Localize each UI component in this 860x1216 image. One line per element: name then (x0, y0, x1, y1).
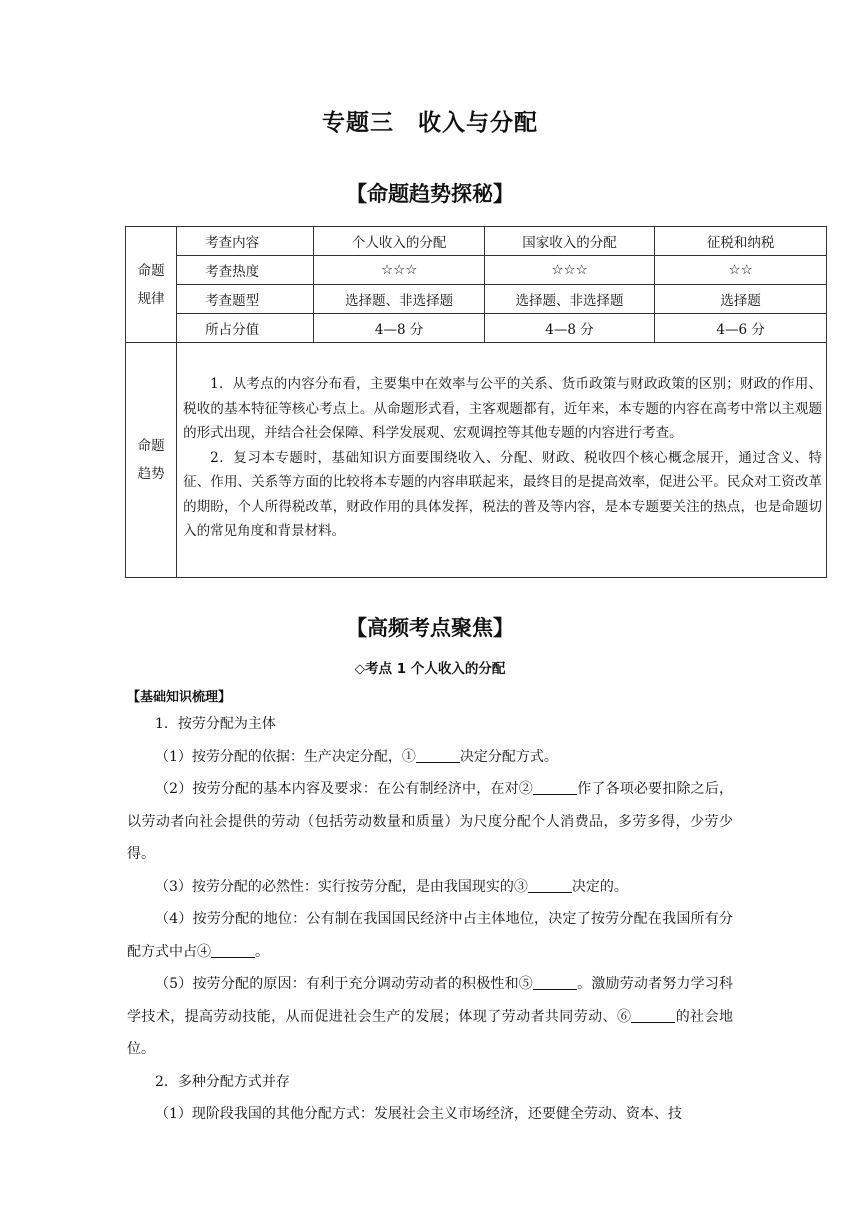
table-cell: 考查内容 (177, 227, 314, 256)
table-row (126, 314, 827, 343)
blank-5 (533, 975, 577, 990)
table-cell: 选择题 (655, 285, 827, 314)
knowledge-label: 【基础知识梳理】 (127, 690, 232, 705)
rule-label: 命题 规律 (126, 227, 177, 343)
page-title: 专题三 收入与分配 (322, 110, 538, 136)
table-cell: 选择题、非选择题 (484, 285, 654, 314)
trend-paragraph-2: 2．复习本专题时，基础知识方面要围绕收入、分配、财政、税收四个核心概念展开，通过含义、特征、作用、关系等方面的比较将本专题的内容串联起来，最终目的是提高效率，促进公平。民众对工资改革的期盼，个人所得税改革，财政作用的具体发挥，税法的普及等内容，是本专题要关注的热点，也是命题切入的常见角度和背景材料。 (183, 449, 822, 540)
table-cell: 考查题型 (177, 285, 314, 314)
table-cell: 4—8 分 (314, 314, 484, 343)
heading-1: 1．按劳分配为主体 (155, 716, 276, 732)
item-3: （3）按劳分配的必然性：实行按劳分配，是由我国现实的③ 决定的。 (155, 878, 628, 895)
blank-4 (211, 943, 255, 958)
heading-2: 2．多种分配方式并存 (155, 1073, 290, 1090)
focus-heading: 【高频考点聚焦】 (346, 616, 514, 640)
table-row (126, 343, 827, 578)
point-title: ◇考点 1 个人收入的分配 (354, 661, 506, 677)
blank-3 (528, 878, 572, 893)
trend-table (125, 226, 827, 578)
table-cell: 选择题、非选择题 (314, 285, 484, 314)
table-cell: 国家收入的分配 (484, 227, 654, 256)
table-cell: ☆☆ (655, 256, 827, 285)
table-cell: 考查热度 (177, 256, 314, 285)
table-row (126, 256, 827, 285)
item-1: （1）按劳分配的依据：生产决定分配，① 决定分配方式。 (155, 748, 558, 765)
table-cell: ☆☆☆ (314, 256, 484, 285)
table-cell: ☆☆☆ (484, 256, 654, 285)
item-4: （4）按劳分配的地位：公有制在我国国民经济中占主体地位，决定了按劳分配在我国所有分配方式中占④ 。 (127, 911, 733, 960)
table-cell: 4—8 分 (484, 314, 654, 343)
trend-paragraph-1: 1．从考点的内容分布看，主要集中在效率与公平的关系、货币政策与财政政策的区别；财政的作用、税收的基本特征等核心考点上。从命题形式看，主客观题都有，近年来，本专题的内容在高考中常以主观题的形式出现，并结合社会保障、科学发展观、宏观调控等其他专题的内容进行考查。 (183, 376, 822, 442)
blank-2 (533, 780, 577, 795)
trend-text-cell (177, 343, 827, 578)
table-row (126, 227, 827, 256)
blank-6 (631, 1008, 675, 1023)
item-5: （5）按劳分配的原因：有利于充分调动劳动者的积极性和⑤ 。激励劳动者努力学习科学技术，提高劳动技能，从而促进社会生产的发展；体现了劳动者共同劳动、⑥ 的社会地位。 (127, 976, 734, 1057)
item-2: （2）按劳分配的基本内容及要求：在公有制经济中，在对② 作了各项必要扣除之后，以劳动者向社会提供的劳动（包括劳动数量和质量）为尺度分配个人消费品，多劳多得，少劳少得。 (127, 781, 734, 862)
item-6: （1）现阶段我国的其他分配方式：发展社会主义市场经济，还要健全劳动、资本、技 (155, 1106, 682, 1122)
table-cell: 征税和纳税 (655, 227, 827, 256)
table-cell: 个人收入的分配 (314, 227, 484, 256)
table-cell: 所占分值 (177, 314, 314, 343)
table-cell: 4—6 分 (655, 314, 827, 343)
trend-heading: 【命题趋势探秘】 (346, 182, 514, 206)
table-row (126, 285, 827, 314)
trend-label: 命题 趋势 (126, 343, 177, 578)
blank-1 (416, 748, 460, 763)
knowledge-body (127, 708, 733, 1131)
